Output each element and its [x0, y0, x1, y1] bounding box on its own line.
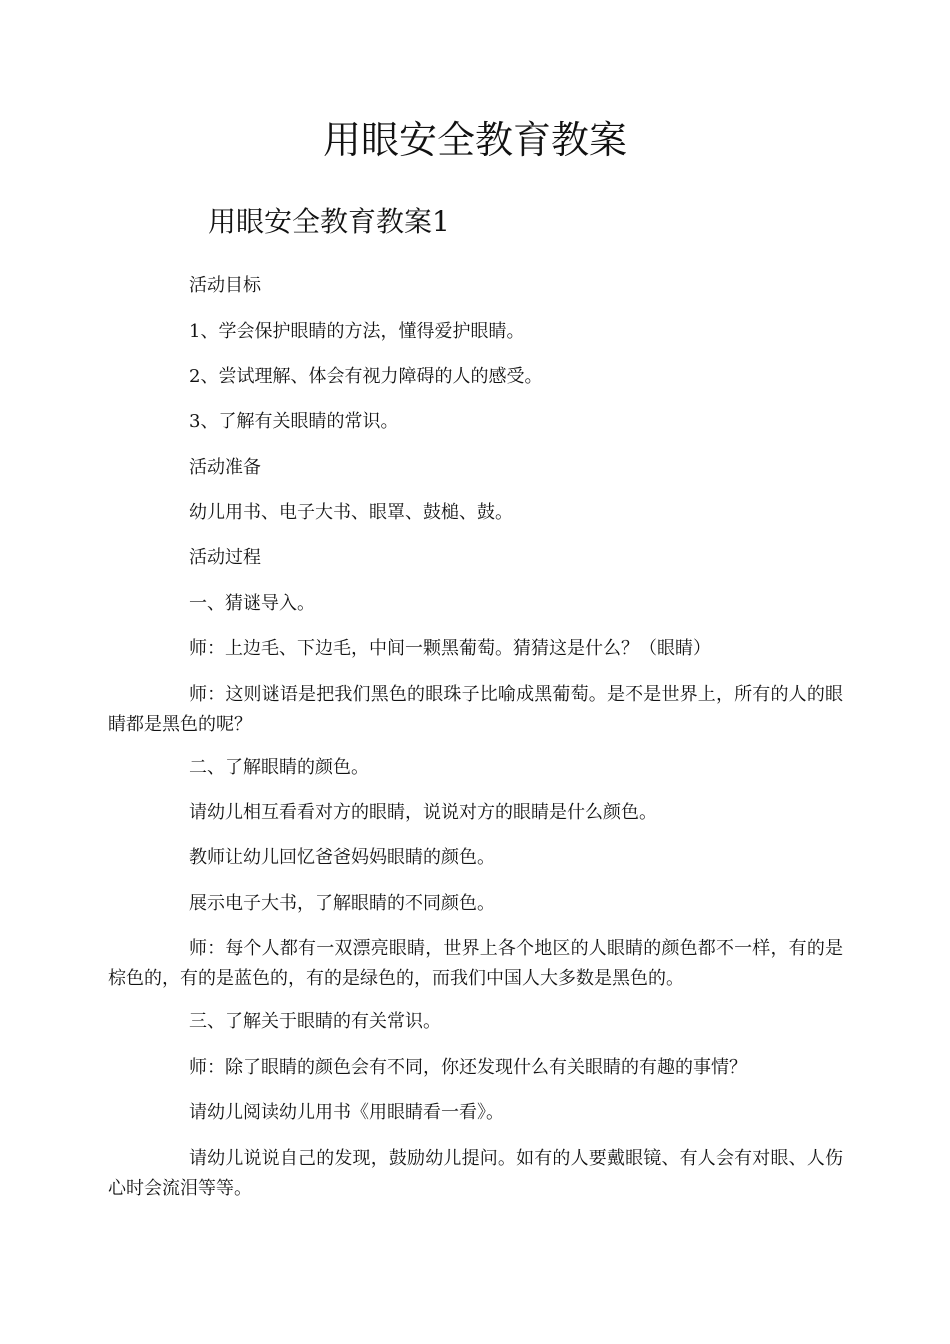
heading-activity-process: 活动过程	[189, 547, 261, 568]
recall-parents-paragraph: 教师让幼儿回忆爸爸妈妈眼睛的颜色。	[189, 847, 495, 868]
show-ebook-paragraph: 展示电子大书，了解眼睛的不同颜色。	[189, 893, 495, 914]
process-step-3-heading: 三、了解关于眼睛的有关常识。	[189, 1011, 441, 1032]
goal-item-2: 2、尝试理解、体会有视力障碍的人的感受。	[189, 366, 543, 387]
heading-activity-preparation: 活动准备	[189, 457, 261, 478]
goal-item-3: 3、了解有关眼睛的常识。	[189, 411, 399, 432]
riddle-paragraph: 师：上边毛、下边毛，中间一颗黑葡萄。猜猜这是什么？（眼睛）	[189, 638, 711, 659]
goal-item-1: 1、学会保护眼睛的方法，懂得爱护眼睛。	[189, 321, 525, 342]
document-title: 用眼安全教育教案	[322, 118, 627, 162]
heading-activity-goals: 活动目标	[189, 275, 261, 296]
observe-eyes-paragraph: 请幼儿相互看看对方的眼睛，说说对方的眼睛是什么颜色。	[189, 802, 657, 823]
read-book-paragraph: 请幼儿阅读幼儿用书《用眼睛看一看》。	[189, 1102, 504, 1123]
riddle-explanation-paragraph: 师：这则谜语是把我们黑色的眼珠子比喻成黑葡萄。是不是世界上，所有的人的眼睛都是黑色的呢？	[108, 684, 843, 735]
section-title: 用眼安全教育教案1	[208, 205, 450, 238]
share-findings-paragraph: 请幼儿说说自己的发现，鼓励幼儿提问。如有的人要戴眼镜、有人会有对眼、人伤心时会流泪等等。	[108, 1148, 843, 1199]
eye-colors-paragraph: 师：每个人都有一双漂亮眼睛，世界上各个地区的人眼睛的颜色都不一样，有的是棕色的，有的是蓝色的，有的是绿色的，而我们中国人大多数是黑色的。	[108, 938, 843, 989]
process-step-2-heading: 二、了解眼睛的颜色。	[189, 757, 369, 778]
preparation-materials: 幼儿用书、电子大书、眼罩、鼓槌、鼓。	[189, 502, 513, 523]
discover-question-paragraph: 师：除了眼睛的颜色会有不同，你还发现什么有关眼睛的有趣的事情？	[189, 1057, 747, 1078]
process-step-1-heading: 一、猜谜导入。	[189, 593, 315, 614]
